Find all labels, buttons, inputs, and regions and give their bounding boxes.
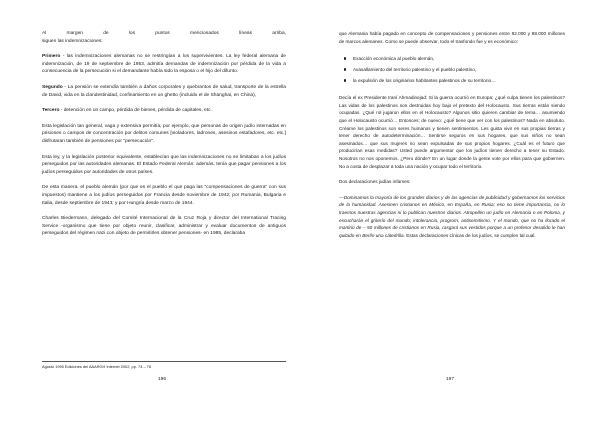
paragraph-manera: De esta manera, el pueblo alemán (por que es el pueblo el que paga las "compensaciones de guerra" con sus impuestos) mantiene a los judíos perseguidos por Francia desde noviembre de 1942; por Rumania, Bulgaria e Italia, desde septiembre de 1943; y por Hungría desde marzo de 1944. — [42, 185, 286, 206]
bullet-text-3: la expulsión de los originarios habitantes palestinos de su territorio… — [353, 78, 496, 84]
bullet-list — [339, 53, 565, 86]
primero-label: Primero — [42, 54, 61, 60]
paragraph-segundo — [42, 84, 286, 99]
footnote-divider — [42, 361, 286, 362]
segundo-label: Segundo — [42, 84, 63, 90]
bullet-item-2 — [353, 64, 565, 75]
quote-tail: Estas declaraciones cínicas de los judíos, se cumplen tal cual. — [404, 232, 536, 238]
page-number-left: 196 — [157, 377, 166, 382]
intro-line-1: Al margen de los puntos mencionados líneas arriba, — [42, 31, 286, 36]
paragraph-primero — [42, 53, 286, 76]
quote-text: —Dominamos la mayoría de los grandes diarios y de las agencias de publicidad y gobernamos los servicios de la humanidad. Asesinen cristianos en México, en España, en Rusia; eso no tiene importancia, no lo traemos nuestras agencias ni lo publican nuestros diarios. Atropellen un judío en Alemania o en Polonia, y escucharán el griterío del mundo; intolerancia, progrom, antisemitismo. Y el mundo, que no ha llorado el martirio de – 50 millones de cristianos en Rusia, rasgará sus vestidos porque a un profesor desalido le han quitado en Berlín una cátedrilla. — [339, 194, 565, 238]
bullet-item-1 — [353, 53, 565, 64]
bullet-icon — [344, 68, 346, 70]
bullet-icon — [344, 57, 346, 59]
bullet-text-2: Avasallamiento del territorio palestino y el pueblo palestino, — [353, 67, 477, 73]
paragraph-alemania: que Alemania había pagado en concepto de compensaciones y pensiones entre 82.000 y 88.000 millones de marcos alemanes. Como se puede observar, todo el trasfondo fue y es económico: — [339, 31, 565, 44]
page-number-right: 197 — [445, 377, 454, 382]
paragraph-decia: Decía el ex Presidente Iraní Ahmadinejad: Si la guerra ocurrió en Europa; ¿qué culpa tienen los palestinos? Las vidas de los palestinos son destruidas hoy bajo el pretexto del Holocausto. Sus tierras están siendo ocupadas. ¿Qué rol jugaron ellos en el Holocausto? Algunos sitio quieren cambiar de tema… asumiendo que el Holocausto ocurrió… Entonces; de nuevo: ¿qué tiene que ver con los palestinos? Nada en absoluto. Créame los palestinos son seres humanos y tienen sentimientos. Les gusta vivir en sus propias tierras y tener derecho de autodeterminación… Sentirse seguros en sus hogares, que sus niños no sean asesinados… que sus mujeres no sean expulsadas de sus propios hogares. ¿Cuál es el futuro que producirían esas medidas? Usted puede argumentar que los judíos tienen derecho a tener su Estado. Nosotros no nos oponemos. ¿Pero dónde? En un lugar donde la gente vote por ellos para que gobiernen. No a costa de desplazar a toda una nación y ocupar todo el territorio. — [339, 95, 565, 169]
paragraph-legislacion: Esta legislación tan general, vaga y extensiva permitía, por ejemplo, que personas de origen judío internadas en prisiones o campos de concentración por delitos comunes [violadores, ladrones, asesinos estafadores, etc. etc.] disfrutaran también de pensiones por "persecución". — [42, 123, 286, 144]
footnote: Agosto 1995 Ediciones del AAARGH Internet 2002, pp. 74 – 76 — [42, 364, 152, 369]
right-page-body — [339, 30, 565, 247]
tercero-label: Tercero — [42, 108, 60, 114]
paragraph-dos-declaraciones: Dos declaraciones judías infames: — [339, 179, 411, 185]
paragraph-charles: Charles Biedermann, delegado del Comité Internacional de la Cruz Roja y director del International Tracing Service -organismo que tiene por objeto reunir, clasificar, administrar y evaluar documentos de antiguos perseguidos del régimen nazi con objeto de permitirles obtener pensiones- en 1985, declaraba — [42, 216, 286, 237]
segundo-text: - La pensión se extendía también a daños corporales y quebrantos de salud, transporte de la estrella de David, vida en la clandestinidad, confinamiento en un ghetto (incluido el de Shanghai, en China), — [42, 84, 286, 98]
bullet-item-3 — [353, 75, 565, 86]
paragraph-quote — [339, 194, 565, 240]
bullet-text-1: Exacción económica al pueblo alemán, — [353, 56, 435, 62]
paragraph-ley: Esta ley, y la legislación posterior equivalente, establecían que las indemnizaciones no se limitaban a los judíos perseguidos por las autoridades alemanas. El Estado Federal Alemán: además, tenía que pagar pensiones a los judíos perseguidos por autoridades de otros países. — [42, 154, 286, 175]
intro-line-2: siguen las indemnizaciones: — [42, 38, 103, 44]
left-page — [42, 0, 286, 424]
tercero-text: - detención en un campo, pérdida de bienes, pérdida de capitales, etc. — [59, 108, 212, 114]
paragraph-tercero — [42, 107, 286, 115]
bullet-icon — [344, 79, 346, 81]
primero-text: - las indemnizaciones alemanas no se restringían a los supervivientes. La ley federal alemana de indemnización, de 19 de septiembre de 1953, admitía demandas de indemnización por pérdida de la vida a consecuencia de la persecución si el demandante había sido la esposa o el hijo del difunto. — [42, 54, 286, 75]
right-page — [339, 0, 565, 424]
left-page-body — [42, 30, 286, 246]
